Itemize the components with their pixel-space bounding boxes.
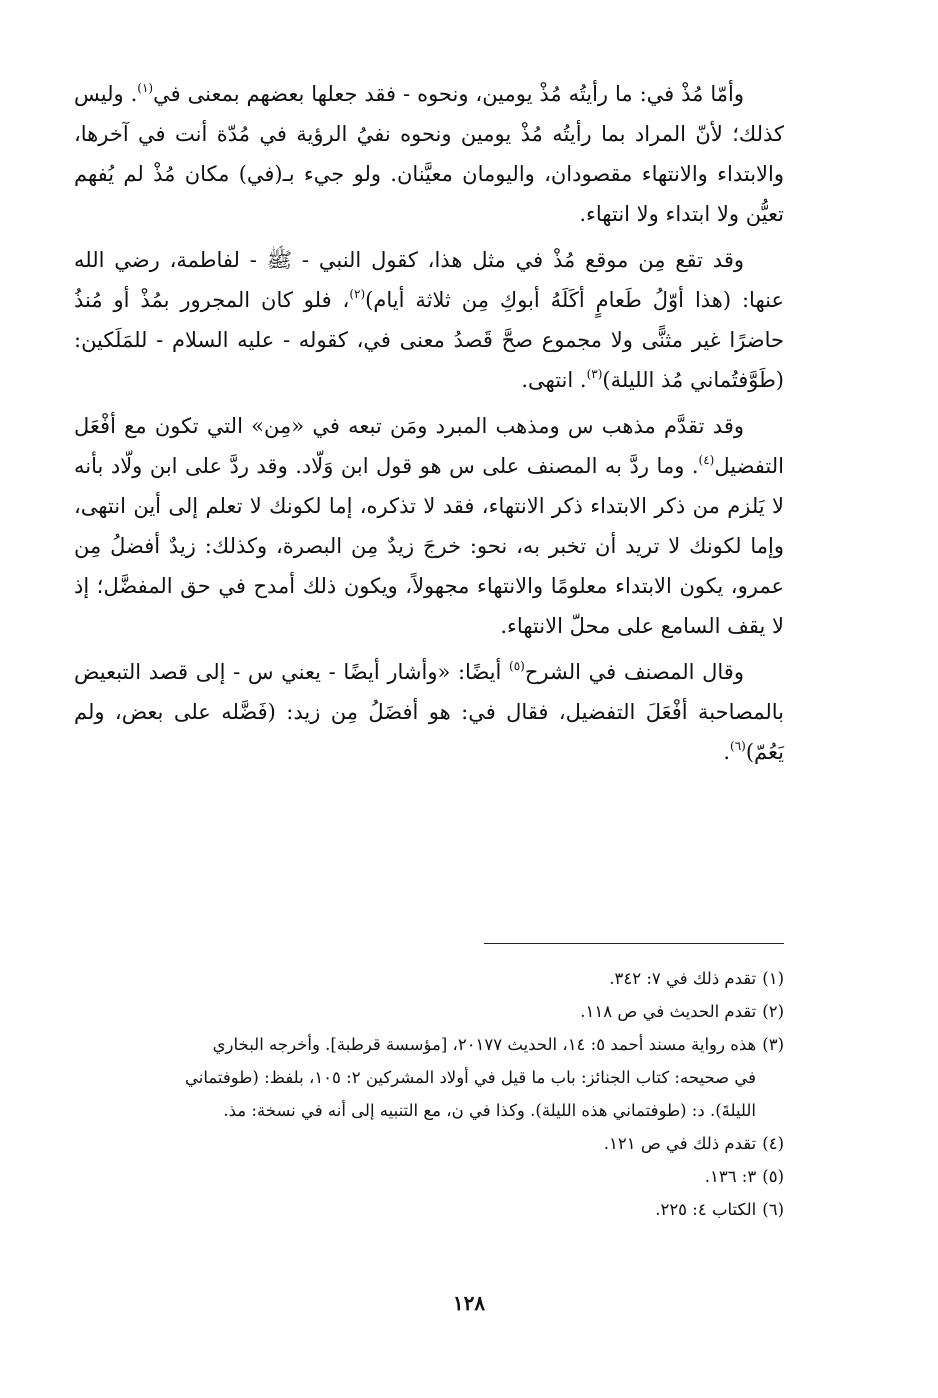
footnote-text: هذه رواية مسند أحمد ٥: ١٤، الحديث ٢٠١٧٧، [مؤسسة قرطبة]. وأخرجه البخاري: [212, 1035, 757, 1054]
footnote-text: الكتاب ٤: ٢٢٥.: [655, 1200, 757, 1219]
paragraph-4: [74, 652, 784, 772]
text-run: وقد تقع مِن موقع مُذْ في مثل هذا، كقول النبي - ﷺ - لفاطمة، رضي الله عنها: (هذا أوّلُ طَعامٍ أكَلَهُ أبوكِ مِن ثلاثة أيام): [74, 248, 784, 312]
footnote-ref-1[interactable]: (١): [137, 81, 154, 95]
page-number: ١٢٨: [452, 1291, 486, 1315]
footnote-text: تقدم الحديث في ص ١١٨.: [580, 1002, 757, 1021]
footnote-ref-6[interactable]: (٦): [730, 739, 746, 753]
footnote-text: تقدم ذلك في ٧: ٣٤٢.: [609, 969, 757, 988]
paragraph-2: [74, 240, 784, 400]
paragraph-1: [74, 74, 784, 234]
footnote-ref-4[interactable]: (٤): [698, 453, 715, 467]
text-run: وأمّا مُذْ في: ما رأيتُه مُذْ يومين، ونحوه - فقد جعلها بعضهم بمعنى في: [153, 82, 745, 106]
footnote-5: [74, 1160, 784, 1193]
footnote-number: (١): [762, 969, 784, 988]
footnote-ref-2[interactable]: (٢): [349, 287, 366, 301]
footnote-ref-5[interactable]: (٥): [509, 659, 525, 673]
footnote-3-continued: في صحيحه: كتاب الجنائز: باب ما قيل في أولاد المشركين ٢: ١٠٥، بلفظ: (طوفتماني: [185, 1068, 756, 1087]
footnotes: [74, 962, 784, 1226]
text-run: . انتهى.: [521, 368, 587, 392]
footnote-text: ٣: ١٣٦.: [704, 1167, 757, 1186]
footnote-3: [74, 1028, 784, 1061]
footnote-number: (٢): [762, 1002, 784, 1021]
text-run: ، فلو كان المجرور بمُذْ أو مُنذُ حاضرًا غير مثنًّى ولا مجموع صحَّ قَصدُ معنى في، كقوله - عليه السلام - للمَلَكين: (طَوَّفتُماني مُذ الليلة): [74, 288, 784, 392]
footnote-1: [74, 962, 784, 995]
footnote-6: [74, 1193, 784, 1226]
footnote-ref-3[interactable]: (٣): [586, 367, 603, 381]
footnote-separator: [484, 943, 784, 944]
footnote-number: (٣): [762, 1035, 784, 1054]
footnote-number: (٦): [762, 1200, 784, 1219]
footnote-4: [74, 1127, 784, 1160]
footnote-number: (٤): [762, 1134, 784, 1153]
footnote-number: (٥): [762, 1167, 784, 1186]
text-run: أيضًا: «وأشار أيضًا - يعني س - إلى قصد التبعيض بالمصاحبة أفْعَلَ التفضيل، فقال في: هو أفضَلُ مِن زيد: (فَضَّله على بعض، ولم يَعُمّ): [74, 660, 784, 764]
paragraph-3: [74, 406, 784, 646]
text-run: . وليس كذلك؛ لأنّ المراد بما رأيتُه مُذْ يومين ونحوه نفيُ الرؤية في مُدّة أنت في آخرها، والابتداء والانتهاء مقصودان، واليومان معيَّنان. ولو جيء بـ(في) مكان مُذْ لم يُفهم تعيُّن ولا ابتداء ولا انتهاء.: [74, 82, 784, 226]
footnote-3-continued: الليلةَ). د: (طوفتماني هذه الليلة). وكذا في ن، مع التنبيه إلى أنه في نسخة: مذ.: [223, 1101, 756, 1120]
text-run: . وما ردَّ به المصنف على س هو قول ابن وَلّاد. وقد ردَّ على ابن ولّاد بأنه لا يَلزم من ذكر الابتداء ذكر الانتهاء، فقد لا تذكره، إما لكونك لا تعلم إلى أين انتهى، وإما لكونك لا تريد أن تخبر به، نحو: خرجَ زيدٌ مِن البصرة، وكذلك: زيدٌ أفضلُ مِن عمرو، يكون الابتداء معلومًا والانتهاء مجهولاً، ويكون ذلك أمدح في حق المفضَّل؛ إذ لا يقف السامع على محلّ الانتهاء.: [74, 454, 784, 638]
footnote-text: تقدم ذلك في ص ١٢١.: [603, 1134, 757, 1153]
main-text: [74, 74, 784, 772]
footnote-2: [74, 995, 784, 1028]
text-run: .: [723, 740, 731, 764]
text-run: وقال المصنف في الشرح: [524, 660, 744, 684]
text-run: وقد تقدَّم مذهب س ومذهب المبرد ومَن تبعه في «مِن» التي تكون مع أفْعَل التفضيل: [74, 414, 784, 478]
